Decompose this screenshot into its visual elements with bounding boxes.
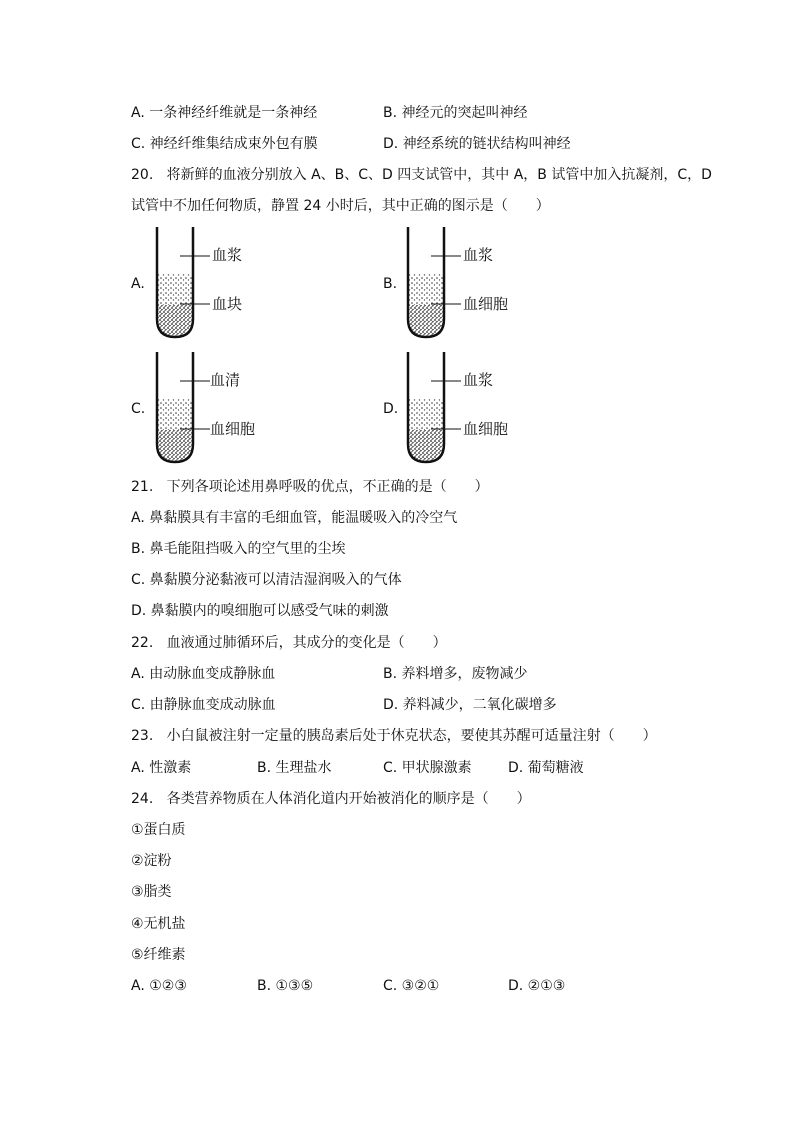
tube-a-top-label: 血浆 [212, 246, 243, 264]
tube-c-bottom-label: 血细胞 [210, 420, 256, 438]
q24-item-1: ①蛋白质 [131, 822, 186, 838]
q23-stem: 23. 小白鼠被注射一定量的胰岛素后处于休克状态，要使其苏醒可适量注射（ ） [131, 728, 657, 744]
tube-b-top-label: 血浆 [463, 246, 494, 264]
q24-item-2: ②淀粉 [131, 853, 172, 869]
tube-d-bottom-label: 血细胞 [463, 420, 509, 438]
q21-option-d: D. 鼻黏膜内的嗅细胞可以感受气味的刺激 [131, 603, 389, 619]
q20-stem-line1: 20. 将新鲜的血液分别放入 A、B、C、D 四支试管中，其中 A，B 试管中加入抗凝剂，C，D [131, 167, 712, 183]
q24-stem: 24. 各类营养物质在人体消化道内开始被消化的顺序是（ ） [131, 791, 531, 807]
q23-option-a: A. 性激素 [131, 760, 192, 776]
tube-d-pointer-lines [431, 375, 461, 435]
q24-item-3: ③脂类 [131, 884, 172, 900]
q23-option-b: B. 生理盐水 [257, 760, 332, 776]
q23-option-d: D. 葡萄糖液 [508, 760, 584, 776]
q24-item-5: ⑤纤维素 [131, 947, 186, 963]
q24-option-a: A. ①②③ [131, 978, 187, 994]
tube-a-letter: A. [131, 276, 145, 292]
tube-c-top-label: 血清 [210, 371, 241, 389]
q21-option-b: B. 鼻毛能阻挡吸入的空气里的尘埃 [131, 541, 346, 557]
q19-option-a: A. 一条神经纤维就是一条神经 [131, 105, 318, 121]
tube-d-top-label: 血浆 [463, 371, 494, 389]
q22-option-a: A. 由动脉血变成静脉血 [131, 666, 276, 682]
tube-c-pointer-lines [180, 375, 210, 435]
q19-option-b: B. 神经元的突起叫神经 [383, 105, 528, 121]
q24-item-4: ④无机盐 [131, 916, 186, 932]
tube-a-pointer-lines [180, 250, 210, 310]
tube-d-letter: D. [383, 401, 399, 417]
q24-option-c: C. ③②① [383, 978, 440, 994]
tube-c-letter: C. [131, 401, 146, 417]
q24-option-b: B. ①③⑤ [257, 978, 314, 994]
q22-option-d: D. 养料减少，二氧化碳增多 [383, 697, 557, 713]
q22-option-c: C. 由静脉血变成动脉血 [131, 697, 276, 713]
q20-stem-line2: 试管中不加任何物质，静置 24 小时后，其中正确的图示是（ ） [131, 198, 550, 214]
tube-b-letter: B. [383, 276, 398, 292]
tube-b-bottom-label: 血细胞 [463, 295, 509, 313]
q21-option-a: A. 鼻黏膜具有丰富的毛细血管，能温暖吸入的冷空气 [131, 510, 458, 526]
q22-option-b: B. 养料增多，废物减少 [383, 666, 528, 682]
q24-option-d: D. ②①③ [508, 978, 566, 994]
q19-option-c: C. 神经纤维集结成束外包有膜 [131, 136, 318, 152]
tube-a-bottom-label: 血块 [212, 295, 243, 313]
q22-stem: 22. 血液通过肺循环后，其成分的变化是（ ） [131, 635, 447, 651]
q21-stem: 21. 下列各项论述用鼻呼吸的优点，不正确的是（ ） [131, 479, 489, 495]
q19-option-d: D. 神经系统的链状结构叫神经 [383, 136, 571, 152]
q23-option-c: C. 甲状腺激素 [383, 760, 472, 776]
q21-option-c: C. 鼻黏膜分泌黏液可以清洁湿润吸入的气体 [131, 572, 402, 588]
tube-b-pointer-lines [431, 250, 461, 310]
